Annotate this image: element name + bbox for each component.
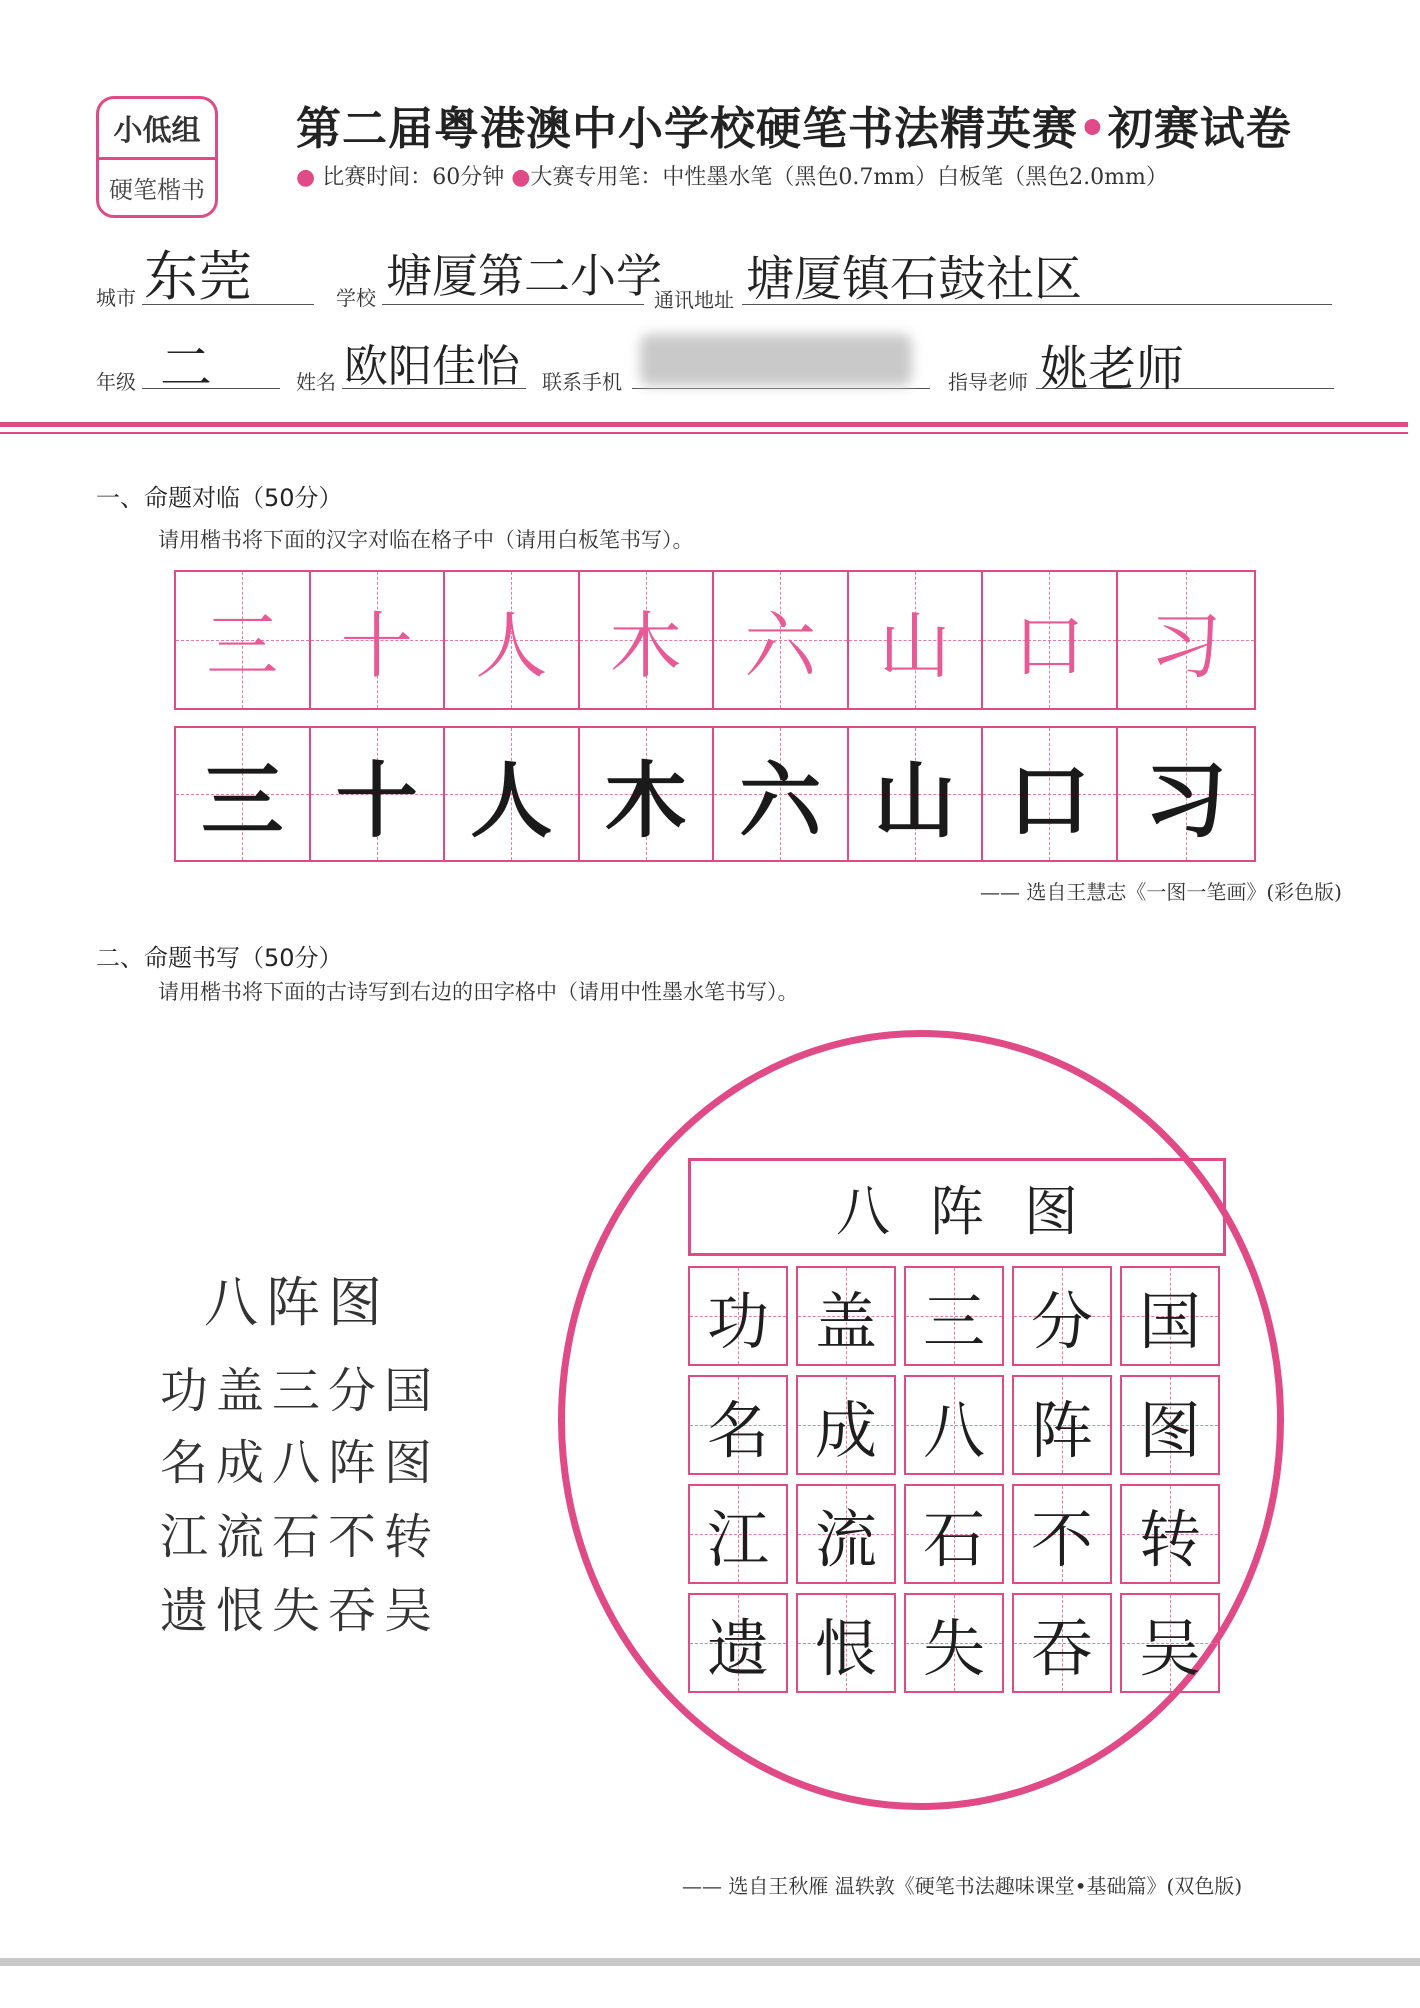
grid-cell[interactable]: 遗 xyxy=(688,1593,788,1693)
name-field[interactable]: 欧阳佳怡 xyxy=(344,341,520,392)
section1-instruction: 请用楷书将下面的汉字对临在格子中（请用白板笔书写）。 xyxy=(158,528,694,552)
reference-cell: 口 xyxy=(983,572,1118,708)
grid-cell[interactable]: 三 xyxy=(904,1266,1004,1366)
copy-cell[interactable]: 三 xyxy=(176,728,311,860)
address-label: 通讯地址 xyxy=(654,288,734,312)
phone-label: 联系手机 xyxy=(542,370,622,394)
name-label: 姓名 xyxy=(296,370,336,394)
poem-line: 江流石不转 xyxy=(160,1509,441,1565)
reference-cell: 六 xyxy=(714,572,849,708)
section1-credit: —— 选自王慧志《一图一笔画》(彩色版) xyxy=(980,880,1342,904)
copy-cell[interactable]: 六 xyxy=(714,728,849,860)
copy-grid-row[interactable] xyxy=(174,726,1256,862)
section2-instruction: 请用楷书将下面的古诗写到右边的田字格中（请用中性墨水笔书写）。 xyxy=(158,980,799,1004)
grade-label: 年级 xyxy=(96,370,136,394)
writing-grid[interactable] xyxy=(688,1266,1220,1693)
copy-cell[interactable]: 口 xyxy=(983,728,1118,860)
grid-cell[interactable]: 失 xyxy=(904,1593,1004,1693)
phone-field-redacted[interactable] xyxy=(640,334,912,386)
grid-cell[interactable]: 不 xyxy=(1012,1484,1112,1584)
header-divider xyxy=(0,422,1408,427)
written-title: 八阵图 xyxy=(836,1179,1118,1243)
phone-underline xyxy=(632,388,930,389)
copy-cell[interactable]: 山 xyxy=(849,728,984,860)
page-title xyxy=(296,92,1292,157)
school-field[interactable]: 塘厦第二小学 xyxy=(386,249,662,303)
title-main: 第二届粤港澳中小学校硬笔书法精英赛 xyxy=(296,102,1079,155)
reference-cell: 习 xyxy=(1118,572,1254,708)
grid-cell[interactable]: 吴 xyxy=(1120,1593,1220,1693)
copy-cell[interactable]: 木 xyxy=(580,728,715,860)
written-title-box[interactable] xyxy=(688,1158,1226,1256)
reference-grid-row xyxy=(174,570,1256,710)
grid-cell[interactable]: 功 xyxy=(688,1266,788,1366)
poem-line: 遗恨失吞吴 xyxy=(160,1583,441,1639)
grid-cell[interactable]: 江 xyxy=(688,1484,788,1584)
copy-cell[interactable]: 习 xyxy=(1118,728,1254,860)
city-field[interactable]: 东莞 xyxy=(144,245,252,308)
badge-style-label: 硬笔楷书 xyxy=(109,175,205,204)
header-divider-thin xyxy=(0,432,1408,434)
contest-info xyxy=(296,160,1168,191)
poem-line: 名成八阵图 xyxy=(160,1435,441,1491)
copy-cell[interactable]: 人 xyxy=(445,728,580,860)
school-label: 学校 xyxy=(336,286,376,310)
section2-title: 二、命题书写（50分） xyxy=(96,944,343,972)
grid-cell[interactable]: 图 xyxy=(1120,1375,1220,1475)
grid-cell[interactable]: 分 xyxy=(1012,1266,1112,1366)
grid-cell[interactable]: 吞 xyxy=(1012,1593,1112,1693)
reference-cell: 人 xyxy=(445,572,580,708)
reference-cell: 三 xyxy=(176,572,311,708)
reference-cell: 十 xyxy=(311,572,446,708)
contest-time: 比赛时间：60分钟 xyxy=(322,165,505,190)
grid-cell[interactable]: 阵 xyxy=(1012,1375,1112,1475)
poem-line: 功盖三分国 xyxy=(160,1363,441,1419)
teacher-field[interactable]: 姚老师 xyxy=(1040,341,1185,397)
grid-cell[interactable]: 转 xyxy=(1120,1484,1220,1584)
city-label: 城市 xyxy=(96,286,136,310)
grid-cell[interactable]: 名 xyxy=(688,1375,788,1475)
bullet-icon: ● xyxy=(296,165,316,190)
section2-credit: —— 选自王秋雁 温轶敦《硬笔书法趣味课堂•基础篇》(双色版) xyxy=(682,1874,1243,1898)
grid-cell[interactable]: 石 xyxy=(904,1484,1004,1584)
grid-cell[interactable]: 成 xyxy=(796,1375,896,1475)
grid-cell[interactable]: 国 xyxy=(1120,1266,1220,1366)
bullet-icon: ● xyxy=(511,165,531,190)
title-tail: 初赛试卷 xyxy=(1107,102,1292,155)
grid-cell[interactable]: 恨 xyxy=(796,1593,896,1693)
copy-cell[interactable]: 十 xyxy=(311,728,446,860)
address-field[interactable]: 塘厦镇石鼓社区 xyxy=(746,251,1083,307)
grid-cell[interactable]: 盖 xyxy=(796,1266,896,1366)
teacher-label: 指导老师 xyxy=(948,370,1028,394)
badge-group-label: 小低组 xyxy=(99,99,215,160)
contest-pen: 大赛专用笔：中性墨水笔（黑色0.7mm）白板笔（黑色2.0mm） xyxy=(530,165,1168,190)
reference-cell: 山 xyxy=(849,572,984,708)
section1-title: 一、命题对临（50分） xyxy=(96,484,343,512)
grid-cell[interactable]: 八 xyxy=(904,1375,1004,1475)
reference-cell: 木 xyxy=(580,572,715,708)
page-bottom-edge xyxy=(0,1958,1420,1966)
poem-title: 八阵图 xyxy=(204,1271,390,1334)
group-badge xyxy=(96,96,218,218)
title-dot: • xyxy=(1078,102,1108,155)
grid-cell[interactable]: 流 xyxy=(796,1484,896,1584)
grade-field[interactable]: 二 xyxy=(160,339,213,399)
